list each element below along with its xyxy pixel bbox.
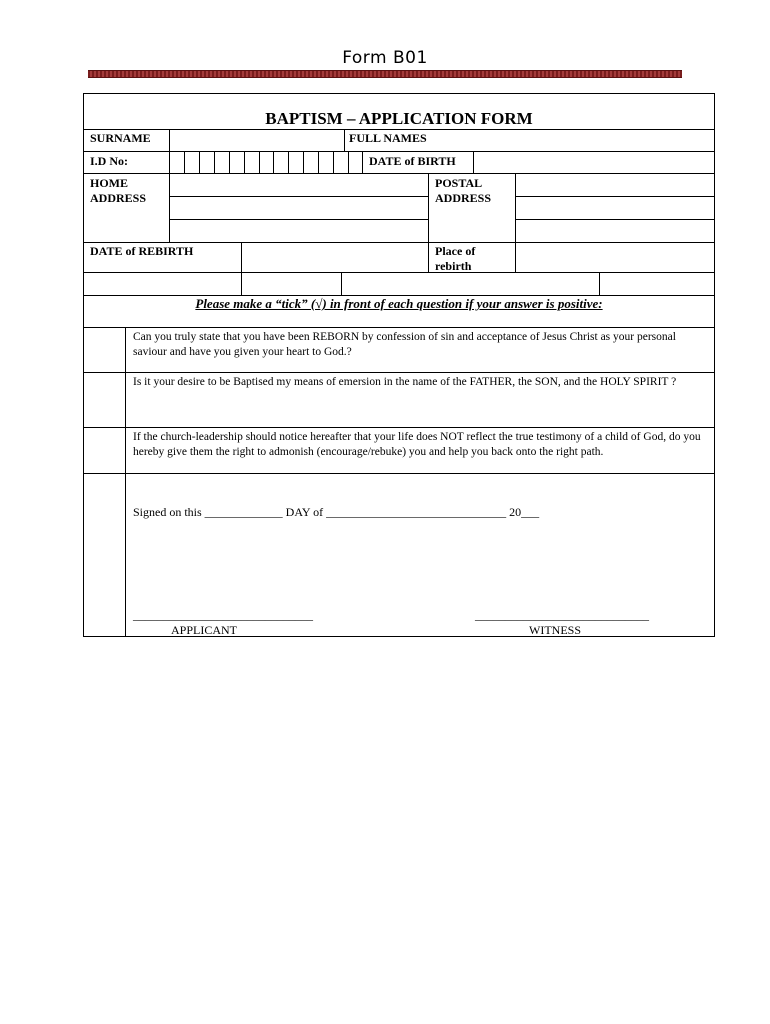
question-2: Is it your desire to be Baptised my means of emersion in the name of the FATHER, the SON, and the HOLY SPIRIT ? [133, 376, 677, 388]
tick-box-1[interactable] [84, 328, 125, 372]
question-3: If the church-leadership should notice hereafter that your life does NOT reflect the true testimony of a child of God, do you hereby give them the right to admonish (encourage/rebuke) you and help you back onto the right path. [133, 431, 701, 458]
col-divider [344, 129, 345, 151]
tick-box-2[interactable] [84, 373, 125, 427]
date-of-rebirth-field[interactable] [242, 243, 428, 272]
id-digit-box[interactable] [318, 151, 319, 173]
id-digit-box[interactable] [229, 151, 230, 173]
date-of-rebirth-label: DATE of REBIRTH [90, 244, 194, 258]
id-digit-box[interactable] [244, 151, 245, 173]
form-code-header: Form B01 [342, 48, 428, 68]
row-divider [83, 473, 715, 474]
id-digit-box[interactable] [348, 151, 349, 173]
postal-address-field[interactable] [516, 174, 714, 242]
id-digit-box[interactable] [288, 151, 289, 173]
id-digit-box[interactable] [362, 151, 363, 173]
col-divider [341, 272, 342, 295]
id-digit-box[interactable] [303, 151, 304, 173]
form-title: BAPTISM – APPLICATION FORM [265, 109, 533, 128]
tick-box-3[interactable] [84, 428, 125, 473]
col-divider [428, 173, 429, 272]
id-digit-box[interactable] [273, 151, 274, 173]
id-number-boxes[interactable] [184, 151, 362, 173]
surname-label: SURNAME [90, 131, 151, 145]
full-names-label: FULL NAMES [349, 131, 427, 145]
home-address-label: ADDRESS [90, 191, 147, 205]
date-of-birth-field[interactable] [474, 152, 714, 173]
row-divider [83, 327, 715, 328]
question-1: Can you truly state that you have been REBORN by confession of sin and acceptance of Jesus Christ as your personal saviour and have you given your heart to God.? [133, 331, 676, 358]
id-no-label: I.D No: [90, 154, 128, 168]
tick-column-divider [125, 327, 126, 637]
place-of-rebirth-label: rebirth [435, 259, 472, 273]
home-address-label: HOME [90, 176, 128, 190]
date-of-birth-label: DATE of BIRTH [369, 154, 456, 168]
postal-address-label: ADDRESS [435, 191, 492, 205]
id-digit-box[interactable] [184, 151, 185, 173]
id-digit-box[interactable] [199, 151, 200, 173]
place-of-rebirth-label: Place of [435, 244, 476, 258]
row-divider [83, 372, 715, 373]
id-digit-box[interactable] [214, 151, 215, 173]
place-of-rebirth-field[interactable] [516, 243, 714, 272]
witness-label: WITNESS [529, 623, 581, 637]
postal-address-label: POSTAL [435, 176, 483, 190]
header-rule [88, 70, 682, 78]
surname-field[interactable] [170, 130, 344, 151]
id-digit-box[interactable] [259, 151, 260, 173]
signed-on-line[interactable]: Signed on this _____________ DAY of ______________________________ 20___ [133, 505, 540, 519]
col-divider [599, 272, 600, 295]
applicant-signature-line[interactable]: ______________________________ [133, 608, 313, 622]
row-divider [83, 427, 715, 428]
full-names-field[interactable] [440, 130, 714, 151]
id-digit-box[interactable] [333, 151, 334, 173]
home-address-field[interactable] [170, 174, 428, 242]
tick-instruction: Please make a “tick” (√) in front of each question if your answer is positive: [195, 296, 603, 311]
applicant-label: APPLICANT [171, 623, 238, 637]
witness-signature-line[interactable]: _____________________________ [475, 608, 649, 622]
row-divider [83, 272, 715, 273]
